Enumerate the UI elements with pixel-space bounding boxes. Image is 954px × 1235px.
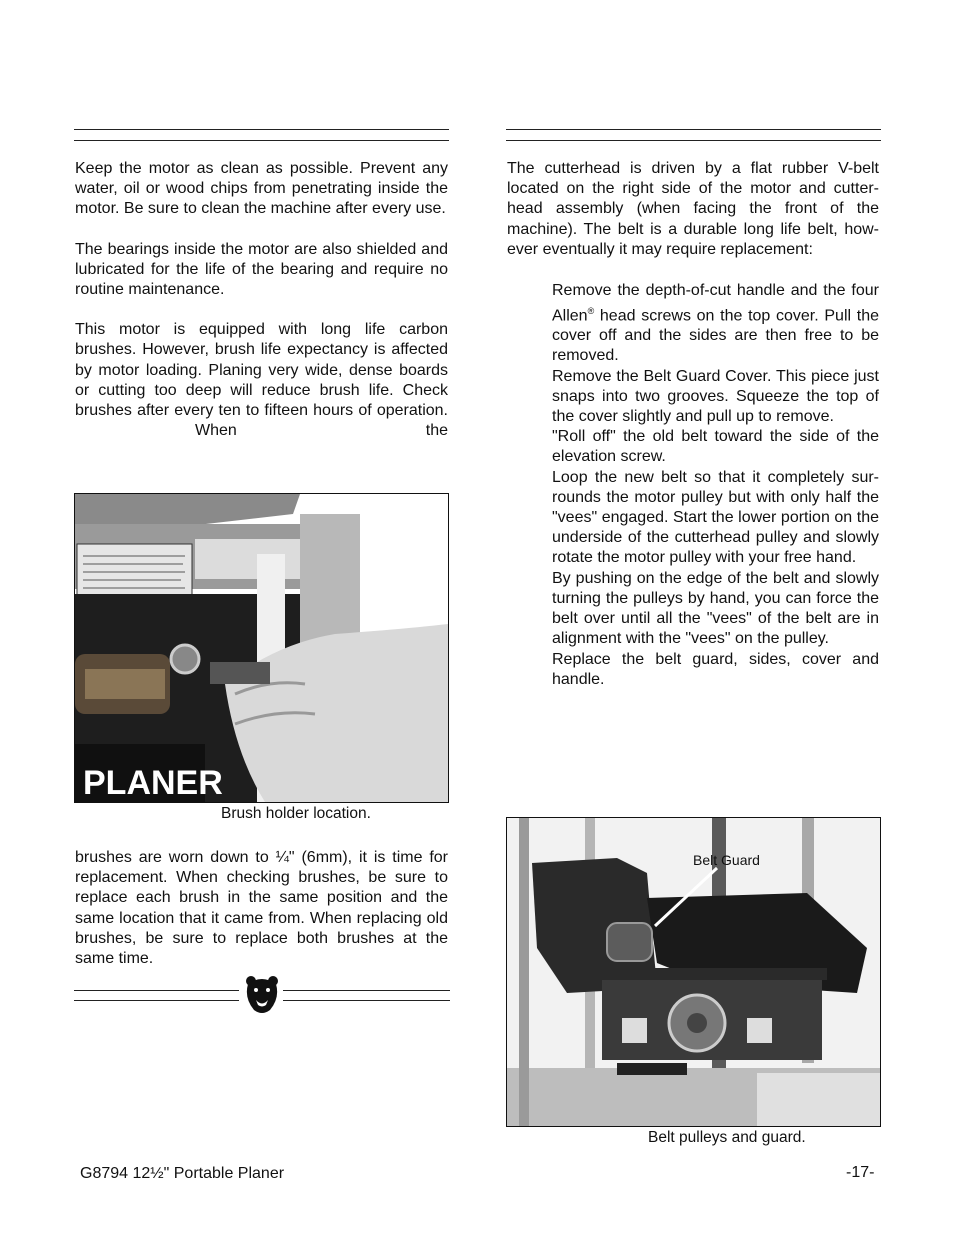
right-column <box>507 159 879 690</box>
footer-page-number: -17- <box>846 1164 875 1181</box>
belt-step-6: Replace the belt guard, sides, cover and handle. <box>552 650 879 688</box>
left-column-top <box>75 159 448 441</box>
brush-replacement-paragraph: brushes are worn down to ¼" (6mm), it is time for replacement. When checking brushes, be sure to replace each brush in the same position and the same location that it came from. When replacing old brushes, be sure to replace both brushes at the same time. <box>75 849 448 968</box>
footer-model: G8794 12½" Portable Planer <box>80 1165 285 1182</box>
separator-left-rule-bottom <box>74 1000 239 1001</box>
left-header-rule-bottom <box>74 140 449 141</box>
belt-pulley-photo <box>506 817 881 1127</box>
left-header-rule-top <box>74 129 449 130</box>
right-header-rule-top <box>506 129 881 130</box>
right-header-rule-bottom <box>506 140 881 141</box>
brushes-paragraph-text: This motor is equipped with long life carbon brushes. However, brush life expectancy is affected by motor loading. Planing very wide, dense boards or cutting too deep will reduce brush life. Check brushes after every ten to fifteen hours of operation. <box>75 321 448 420</box>
belt-step-1-text: Remove the depth-of-cut handle and the four Allen <box>552 281 879 325</box>
planer-label: PLANER <box>83 764 223 802</box>
left-column-bottom <box>75 848 448 969</box>
brush-holder-illustration <box>75 494 448 802</box>
motor-cleaning-paragraph: Keep the motor as clean as possible. Prevent any water, oil or wood chips from penetrating inside the motor. Be sure to clean the machine after every use. <box>75 160 448 218</box>
separator-right-rule-bottom <box>283 1000 450 1001</box>
bear-logo-icon <box>244 974 280 1016</box>
bearings-paragraph: The bearings inside the motor are also shielded and lubricated for the life of the bearing and require no routine maintenance. <box>75 240 448 299</box>
figure1-caption: Brush holder location. <box>221 805 371 822</box>
belt-intro-paragraph: The cutterhead is driven by a flat rubber V-belt located on the right side of the motor and cutter-head assembly (when facing the front of the machine). The belt is a durable long life belt, how-ever eventually it may require replacement: <box>507 160 879 258</box>
brush-holder-photo <box>74 493 449 803</box>
belt-step-2: Remove the Belt Guard Cover. This piece just snaps into two grooves. Squeeze the top of the cover slightly and pull up to remove. <box>552 367 879 426</box>
belt-step-3: "Roll off" the old belt toward the side of the elevation screw. <box>552 428 879 466</box>
belt-guard-callout: Belt Guard <box>693 852 760 868</box>
figure2-caption: Belt pulleys and guard. <box>648 1129 806 1146</box>
belt-step-1-text-cont: head screws on the top cover. Pull the cover off and the sides are then free to be removed. <box>552 307 879 365</box>
belt-step-1 <box>552 281 879 367</box>
belt-step-5: By pushing on the edge of the belt and slowly turning the pulleys by hand, you can force the belt over until all the "vees" of the belt are in alignment with the "vees" on the pulley. <box>552 569 879 648</box>
separator-left-rule-top <box>74 990 239 991</box>
belt-pulley-illustration <box>507 818 880 1126</box>
separator-right-rule-top <box>283 990 450 991</box>
belt-steps <box>552 281 879 690</box>
brushes-paragraph-continuation: When the <box>195 422 448 440</box>
brushes-paragraph <box>75 320 448 441</box>
registered-mark: ® <box>587 305 595 316</box>
belt-step-4: Loop the new belt so that it completely sur-rounds the motor pulley but with only half the "vees" engaged. Start the lower portion on the underside of the cutterhead pulley and slowly rotate the motor pulley with your free hand. <box>552 468 879 567</box>
